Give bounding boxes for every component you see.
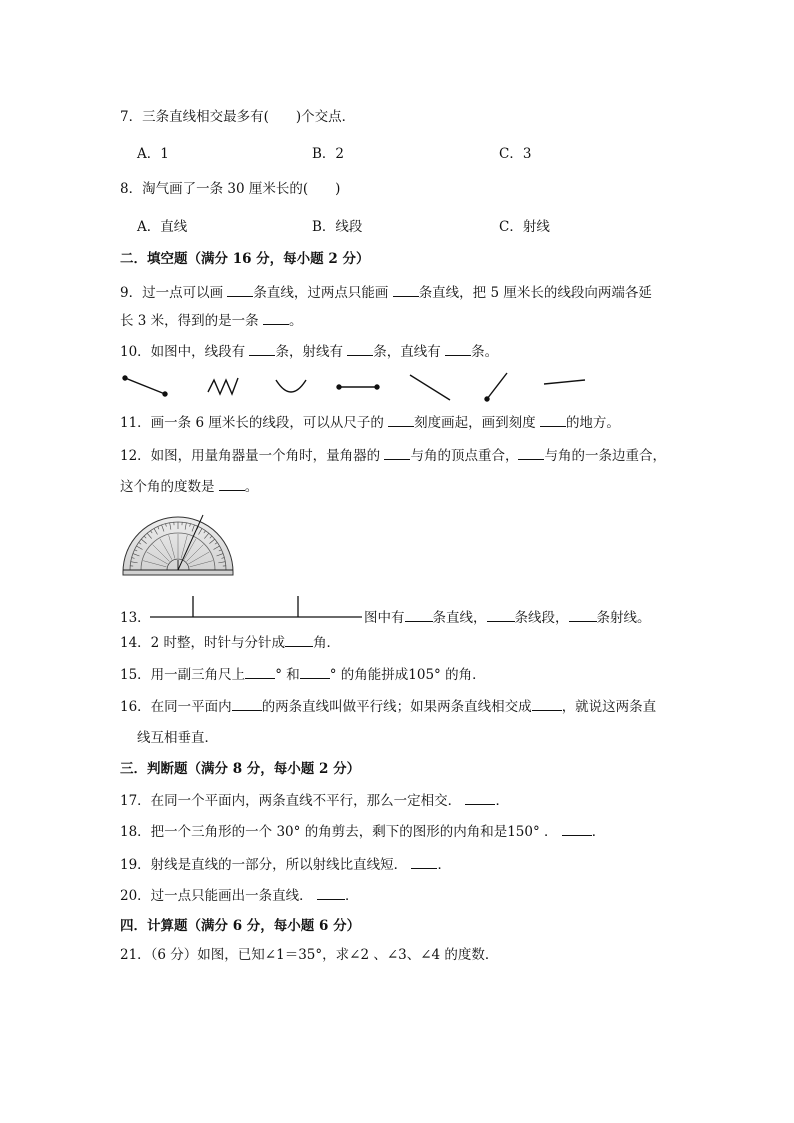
text: 长 3 米，得到的是一条	[120, 313, 263, 329]
answer-blank[interactable]	[562, 823, 592, 836]
question-20: 20．过一点只能画出一条直线． ．	[120, 888, 359, 904]
answer-blank[interactable]	[232, 698, 262, 711]
question-18: 18．把一个三角形的一个 30° 的角剪去，剩下的图形的内角和是150° ． ．	[120, 824, 606, 840]
segment-figure-1	[123, 376, 167, 396]
question-14	[120, 634, 340, 652]
answer-blank[interactable]	[569, 609, 597, 622]
question-13-text	[364, 609, 651, 627]
text: 的两条直线叫做平行线；如果两条直线相交成	[261, 699, 532, 715]
text: 条。	[471, 344, 499, 360]
answer-blank[interactable]	[384, 447, 410, 460]
question-17: 17．在同一个平面内，两条直线不平行，那么一定相交． ．	[120, 793, 509, 809]
text: 15．用一副三角尺上	[120, 667, 246, 683]
line-figure-2	[544, 380, 585, 384]
question-7: 7．三条直线相交最多有( )个交点．	[120, 109, 356, 125]
section-3-heading: 三．判断题（满分 8 分，每小题 2 分）	[120, 761, 361, 777]
curve-figure	[276, 380, 306, 392]
question-13-number: 13．	[120, 610, 151, 626]
text: 20．过一点只能画出一条直线．	[120, 888, 313, 904]
question-9-line-1	[120, 284, 652, 302]
q7-option-b[interactable]: B．2	[312, 146, 345, 162]
segment-figure-2	[337, 385, 379, 389]
text: 与角的一条边重合，	[544, 448, 666, 464]
section-2-heading: 二．填空题（满分 16 分，每小题 2 分）	[120, 251, 370, 267]
lines-figure	[120, 370, 590, 406]
q13-line-figure	[148, 592, 364, 622]
answer-blank[interactable]	[300, 666, 330, 679]
ray-figure	[485, 373, 507, 401]
text: 。	[288, 313, 303, 329]
answer-blank[interactable]	[518, 447, 544, 460]
answer-blank[interactable]	[249, 343, 275, 356]
text: 这个角的度数是	[120, 479, 219, 495]
answer-blank[interactable]	[285, 634, 313, 647]
text: 9．过一点可以画	[120, 285, 228, 301]
answer-blank[interactable]	[227, 284, 253, 297]
answer-blank[interactable]	[540, 414, 566, 427]
question-21: 21．（6 分）如图，已知∠1＝35°，求∠2 、∠3、∠4 的度数．	[120, 947, 499, 963]
answer-blank[interactable]	[445, 343, 471, 356]
text: 条，射线有	[275, 344, 348, 360]
q8-option-a[interactable]: A．直线	[137, 219, 188, 235]
question-12-line-2	[120, 478, 258, 496]
line-figure-1	[410, 375, 450, 400]
text: 14．2 时整，时针与分针成	[120, 635, 286, 651]
answer-blank[interactable]	[219, 478, 245, 491]
q7-option-a[interactable]: A．1	[137, 146, 169, 162]
answer-blank[interactable]	[465, 792, 495, 805]
question-16-line-1	[120, 698, 656, 716]
q7-option-c[interactable]: C．3	[499, 146, 532, 162]
answer-blank[interactable]	[532, 698, 562, 711]
answer-blank[interactable]	[317, 887, 345, 900]
text: 刻度画起，画到刻度	[414, 415, 540, 431]
text: 角．	[313, 635, 341, 651]
text: 。	[244, 479, 259, 495]
q8-option-b[interactable]: B．线段	[312, 219, 363, 235]
text: ° 和	[275, 667, 300, 683]
question-9-line-2	[120, 312, 302, 330]
answer-blank[interactable]	[411, 856, 437, 869]
protractor-figure	[121, 512, 235, 576]
text: 10．如图中，线段有	[120, 344, 250, 360]
question-15	[120, 666, 486, 684]
text: 图中有	[364, 610, 405, 626]
text: 条直线，	[432, 610, 487, 626]
text: ，就说这两条直	[561, 699, 657, 715]
text: 17．在同一个平面内，两条直线不平行，那么一定相交．	[120, 793, 462, 809]
question-11	[120, 414, 620, 432]
text: 的地方。	[565, 415, 620, 431]
text: 18．把一个三角形的一个 30° 的角剪去，剩下的图形的内角和是150° ．	[120, 824, 558, 840]
question-12-line-1	[120, 447, 666, 465]
answer-blank[interactable]	[405, 609, 433, 622]
text: ° 的角能拼成105° 的角．	[329, 667, 486, 683]
question-8: 8．淘气画了一条 30 厘米长的( )	[120, 181, 341, 197]
section-4-heading: 四．计算题（满分 6 分，每小题 6 分）	[120, 918, 361, 934]
text: 条直线，把 5 厘米长的线段向两端各延	[418, 285, 652, 301]
q8-option-c[interactable]: C．射线	[499, 219, 550, 235]
text: 条直线，过两点只能画	[253, 285, 393, 301]
zigzag-figure	[208, 378, 238, 394]
answer-blank[interactable]	[393, 284, 419, 297]
text: 条射线。	[596, 610, 651, 626]
text: 条线段，	[514, 610, 569, 626]
text: 19．射线是直线的一部分，所以射线比直线短．	[120, 857, 408, 873]
question-19: 19．射线是直线的一部分，所以射线比直线短． ．	[120, 857, 451, 873]
text: 16．在同一平面内	[120, 699, 232, 715]
answer-blank[interactable]	[347, 343, 373, 356]
question-10	[120, 343, 498, 361]
answer-blank[interactable]	[388, 414, 414, 427]
answer-blank[interactable]	[245, 666, 275, 679]
answer-blank[interactable]	[263, 312, 289, 325]
answer-blank[interactable]	[487, 609, 515, 622]
text: 与角的顶点重合，	[410, 448, 519, 464]
text: 12．如图，用量角器量一个角时，量角器的	[120, 448, 385, 464]
text: 条，直线有	[373, 344, 446, 360]
question-16-line-2: 线互相垂直．	[137, 730, 218, 746]
text: 11．画一条 6 厘米长的线段，可以从尺子的	[120, 415, 389, 431]
